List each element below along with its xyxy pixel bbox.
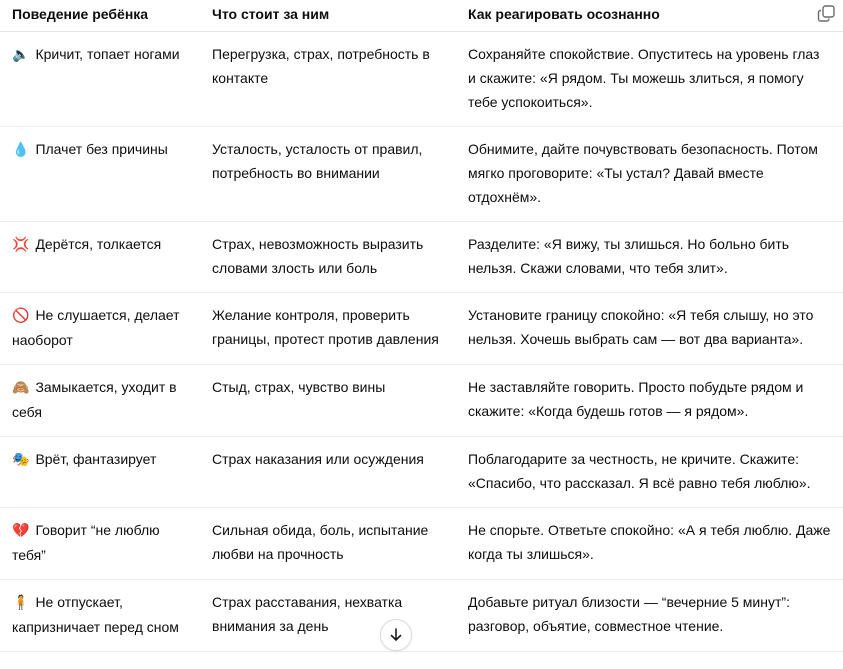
behavior-text: Не слушается, делает наоборот [12, 307, 180, 348]
table-header-row [0, 0, 843, 32]
standing-person-icon: 🧍 [12, 595, 30, 611]
behavior-text: Говорит “не люблю тебя” [12, 522, 160, 563]
cell-behavior [0, 222, 200, 293]
prohibited-icon: 🚫 [12, 308, 30, 324]
table-row [0, 508, 843, 580]
theater-masks-icon: 🎭 [12, 452, 30, 468]
cell-cause: Сильная обида, боль, испытание любви на прочность [200, 508, 456, 580]
cell-behavior [0, 127, 200, 222]
header-cause: Что стоит за ним [200, 0, 456, 32]
anger-icon: 💢 [12, 237, 30, 253]
cell-cause: Перегрузка, страх, потребность в контакте [200, 32, 456, 127]
cell-response: Сохраняйте спокойствие. Опуститесь на уровень глаз и скажите: «Я рядом. Ты можешь злиться, я помогу тебе успокоиться». [456, 32, 843, 127]
broken-heart-icon: 💔 [12, 523, 30, 539]
behavior-text: Не отпускает, капризничает перед сном [12, 594, 179, 635]
cell-cause: Усталость, усталость от правил, потребность во внимании [200, 127, 456, 222]
cell-response: Установите границу спокойно: «Я тебя слышу, но это нельзя. Хочешь выбрать сам — вот два варианта». [456, 293, 843, 365]
behavior-text: Замыкается, уходит в себя [12, 379, 177, 420]
cell-response: Не заставляйте говорить. Просто побудьте рядом и скажите: «Когда будешь готов — я рядом». [456, 365, 843, 437]
copy-icon [816, 4, 838, 24]
cell-cause: Страх, невозможность выразить словами злость или боль [200, 222, 456, 293]
cell-cause: Желание контроля, проверить границы, протест против давления [200, 293, 456, 365]
cell-cause: Страх наказания или осуждения [200, 437, 456, 508]
behavior-text: Врёт, фантазирует [35, 451, 157, 467]
cell-behavior [0, 580, 200, 652]
cell-behavior [0, 437, 200, 508]
table-row [0, 437, 843, 508]
cell-behavior [0, 32, 200, 127]
cell-response: Обнимите, дайте почувствовать безопасность. Потом мягко проговорите: «Ты устал? Давай вместе отдохнём». [456, 127, 843, 222]
cell-response: Добавьте ритуал близости — “вечерние 5 минут”: разговор, объятие, совместное чтение. [456, 580, 843, 652]
table-row [0, 32, 843, 127]
droplet-icon: 💧 [12, 142, 30, 158]
cell-behavior [0, 293, 200, 365]
cell-behavior [0, 365, 200, 437]
cell-cause: Стыд, страх, чувство вины [200, 365, 456, 437]
cell-response: Разделите: «Я вижу, ты злишься. Но больно бить нельзя. Скажи словами, что тебя злит». [456, 222, 843, 293]
table-row [0, 293, 843, 365]
table-row [0, 127, 843, 222]
behavior-text: Дерётся, толкается [35, 236, 162, 252]
copy-table-button[interactable] [816, 4, 838, 24]
scroll-to-bottom-button[interactable] [380, 619, 412, 651]
table-row [0, 580, 843, 652]
table-row [0, 222, 843, 293]
cell-response: Поблагодарите за честность, не кричите. Скажите: «Спасибо, что рассказал. Я всё равно тебя люблю». [456, 437, 843, 508]
header-behavior: Поведение ребёнка [0, 0, 200, 32]
behavior-text: Кричит, топает ногами [35, 46, 180, 62]
cell-cause: Страх расставания, нехватка внимания за день [200, 580, 456, 652]
table-row [0, 365, 843, 437]
header-response: Как реагировать осознанно [456, 0, 843, 32]
cell-response: Не спорьте. Ответьте спокойно: «А я тебя люблю. Даже когда ты злишься». [456, 508, 843, 580]
arrow-down-icon [388, 627, 404, 643]
behavior-text: Плачет без причины [35, 141, 168, 157]
speaker-icon: 🔈 [12, 47, 30, 63]
see-no-evil-monkey-icon: 🙈 [12, 380, 30, 396]
cell-behavior [0, 508, 200, 580]
